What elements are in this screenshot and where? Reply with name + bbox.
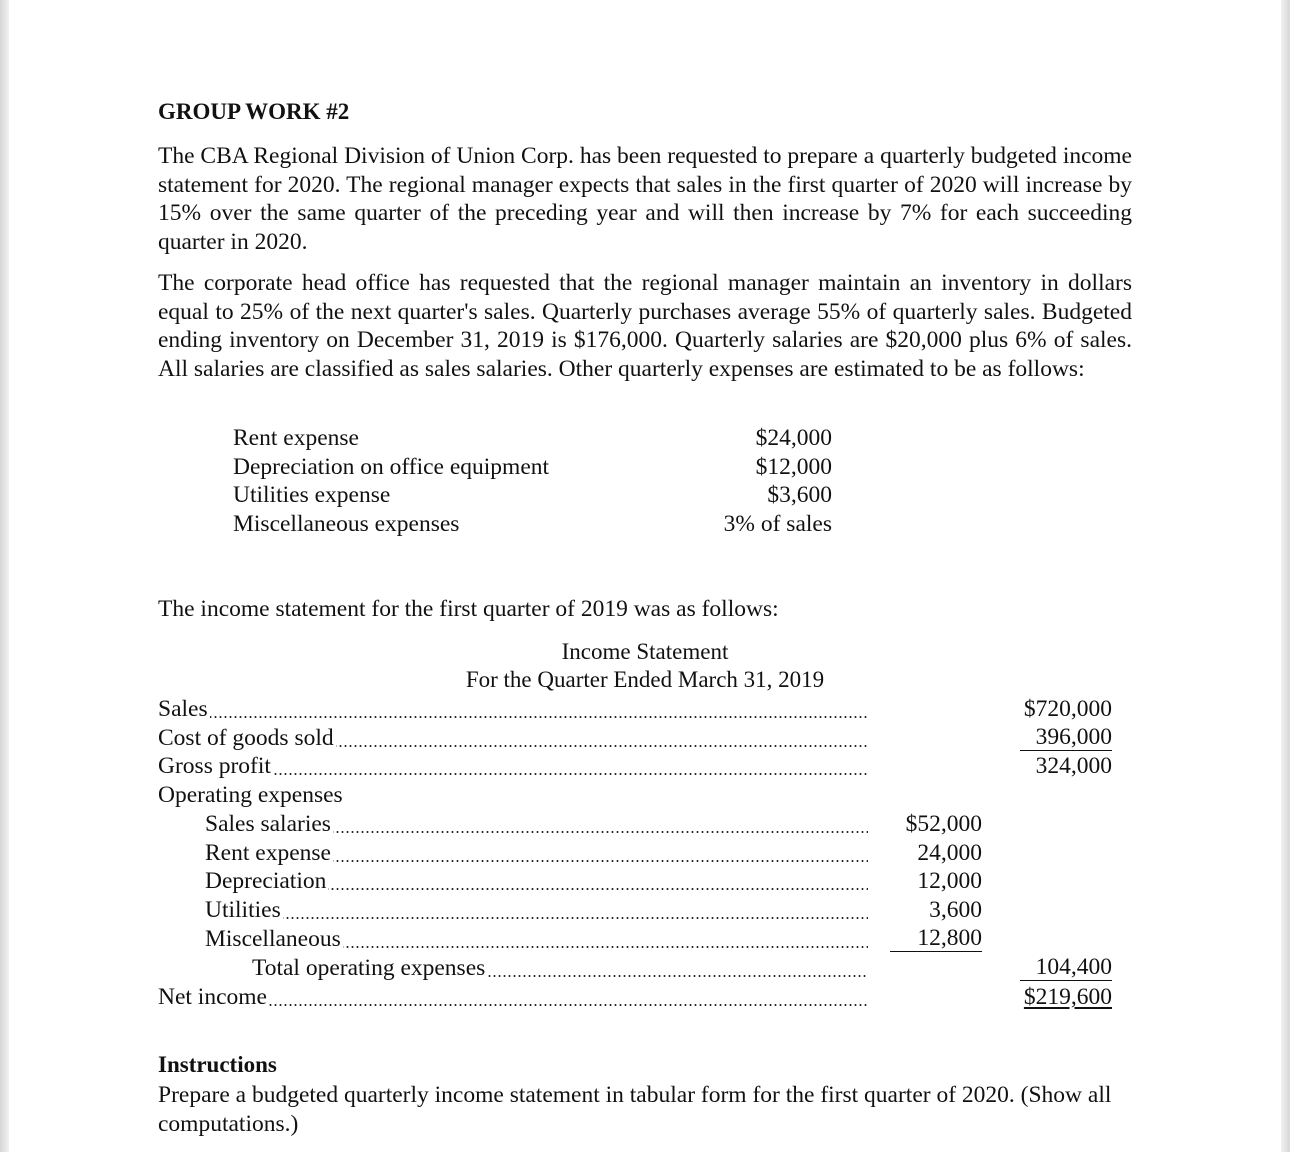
- label-depreciation: Depreciation: [205, 868, 327, 894]
- value-cogs: 396,000: [1020, 724, 1112, 751]
- label-net-income: Net income: [158, 984, 267, 1010]
- expense-value-rent: $24,000: [755, 425, 832, 451]
- other-expenses-values: [724, 424, 832, 538]
- row-sales-salaries: [205, 810, 868, 839]
- row-total-operating: [252, 954, 868, 983]
- expense-value-depreciation: $12,000: [755, 453, 832, 480]
- expense-label-misc: Miscellaneous expenses: [233, 510, 460, 537]
- row-rent: [205, 839, 868, 868]
- value-rent: 24,000: [917, 840, 982, 866]
- value-miscellaneous: 12,800: [890, 925, 982, 952]
- row-miscellaneous: [205, 925, 868, 954]
- instructions-text: Prepare a budgeted quarterly income statement in tabular form for the first quarter of 2020. (Show all computations.): [158, 1082, 1112, 1137]
- instructions-heading: Instructions: [158, 1052, 277, 1077]
- value-total-operating: 104,400: [1020, 954, 1112, 981]
- statement-period: For the Quarter Ended March 31, 2019: [465, 667, 825, 692]
- label-rent: Rent expense: [205, 840, 331, 866]
- label-sales: Sales: [158, 696, 208, 722]
- statement-title: Income Statement: [561, 639, 729, 664]
- row-depreciation: [205, 867, 868, 896]
- value-sales-salaries: $52,000: [905, 811, 982, 837]
- row-operating-expenses: [158, 781, 868, 810]
- value-depreciation: 12,000: [917, 868, 982, 894]
- other-expenses-labels: [233, 424, 549, 538]
- row-cogs: [158, 724, 868, 753]
- document-title: GROUP WORK #2: [158, 99, 350, 124]
- page-edge-left: [0, 0, 9, 1152]
- expense-value-utilities: $3,600: [767, 482, 832, 509]
- label-miscellaneous: Miscellaneous: [205, 926, 341, 952]
- value-utilities: 3,600: [929, 897, 982, 923]
- policy-paragraph: The corporate head office has requested that the regional manager maintain an inventory in dollars equal to 25% of the next quarter's sales. Quarterly purchases average 55% of quarterly sales. Budgeted ending inventory on December 31, 2019 is $176,000. Quarterly salaries are $20,000 plus 6% of sales. All salaries are classified as sales salaries. Other quarterly expenses are estimated to be as follows:: [158, 270, 1132, 382]
- label-sales-salaries: Sales salaries: [205, 811, 331, 837]
- label-total-operating: Total operating expenses: [252, 955, 486, 981]
- expense-value-misc: 3% of sales: [723, 510, 832, 537]
- row-net-income: [158, 983, 868, 1012]
- page-edge-right: [1281, 0, 1290, 1152]
- expense-label-utilities: Utilities expense: [233, 482, 391, 509]
- label-cogs: Cost of goods sold: [158, 725, 334, 751]
- value-net-income: $219,600: [1023, 984, 1112, 1010]
- label-gross-profit: Gross profit: [158, 753, 271, 779]
- value-gross-profit: 324,000: [1035, 753, 1112, 779]
- statement-intro: The income statement for the first quarter of 2019 was as follows:: [158, 596, 779, 622]
- expense-label-rent: Rent expense: [233, 425, 359, 451]
- value-sales: $720,000: [1023, 696, 1112, 722]
- row-utilities: [205, 896, 868, 925]
- label-operating-expenses: Operating expenses: [158, 782, 343, 808]
- intro-paragraph: The CBA Regional Division of Union Corp. has been requested to prepare a quarterly budgeted income statement for 2020. The regional manager expects that sales in the first quarter of 2020 will increase by 15% over the same quarter of the preceding year and will then increase by 7% for each succeeding quarter in 2020.: [158, 143, 1132, 255]
- row-sales: [158, 695, 868, 724]
- label-utilities: Utilities: [205, 897, 281, 923]
- expense-label-depreciation: Depreciation on office equipment: [233, 453, 550, 480]
- row-gross-profit: [158, 752, 868, 781]
